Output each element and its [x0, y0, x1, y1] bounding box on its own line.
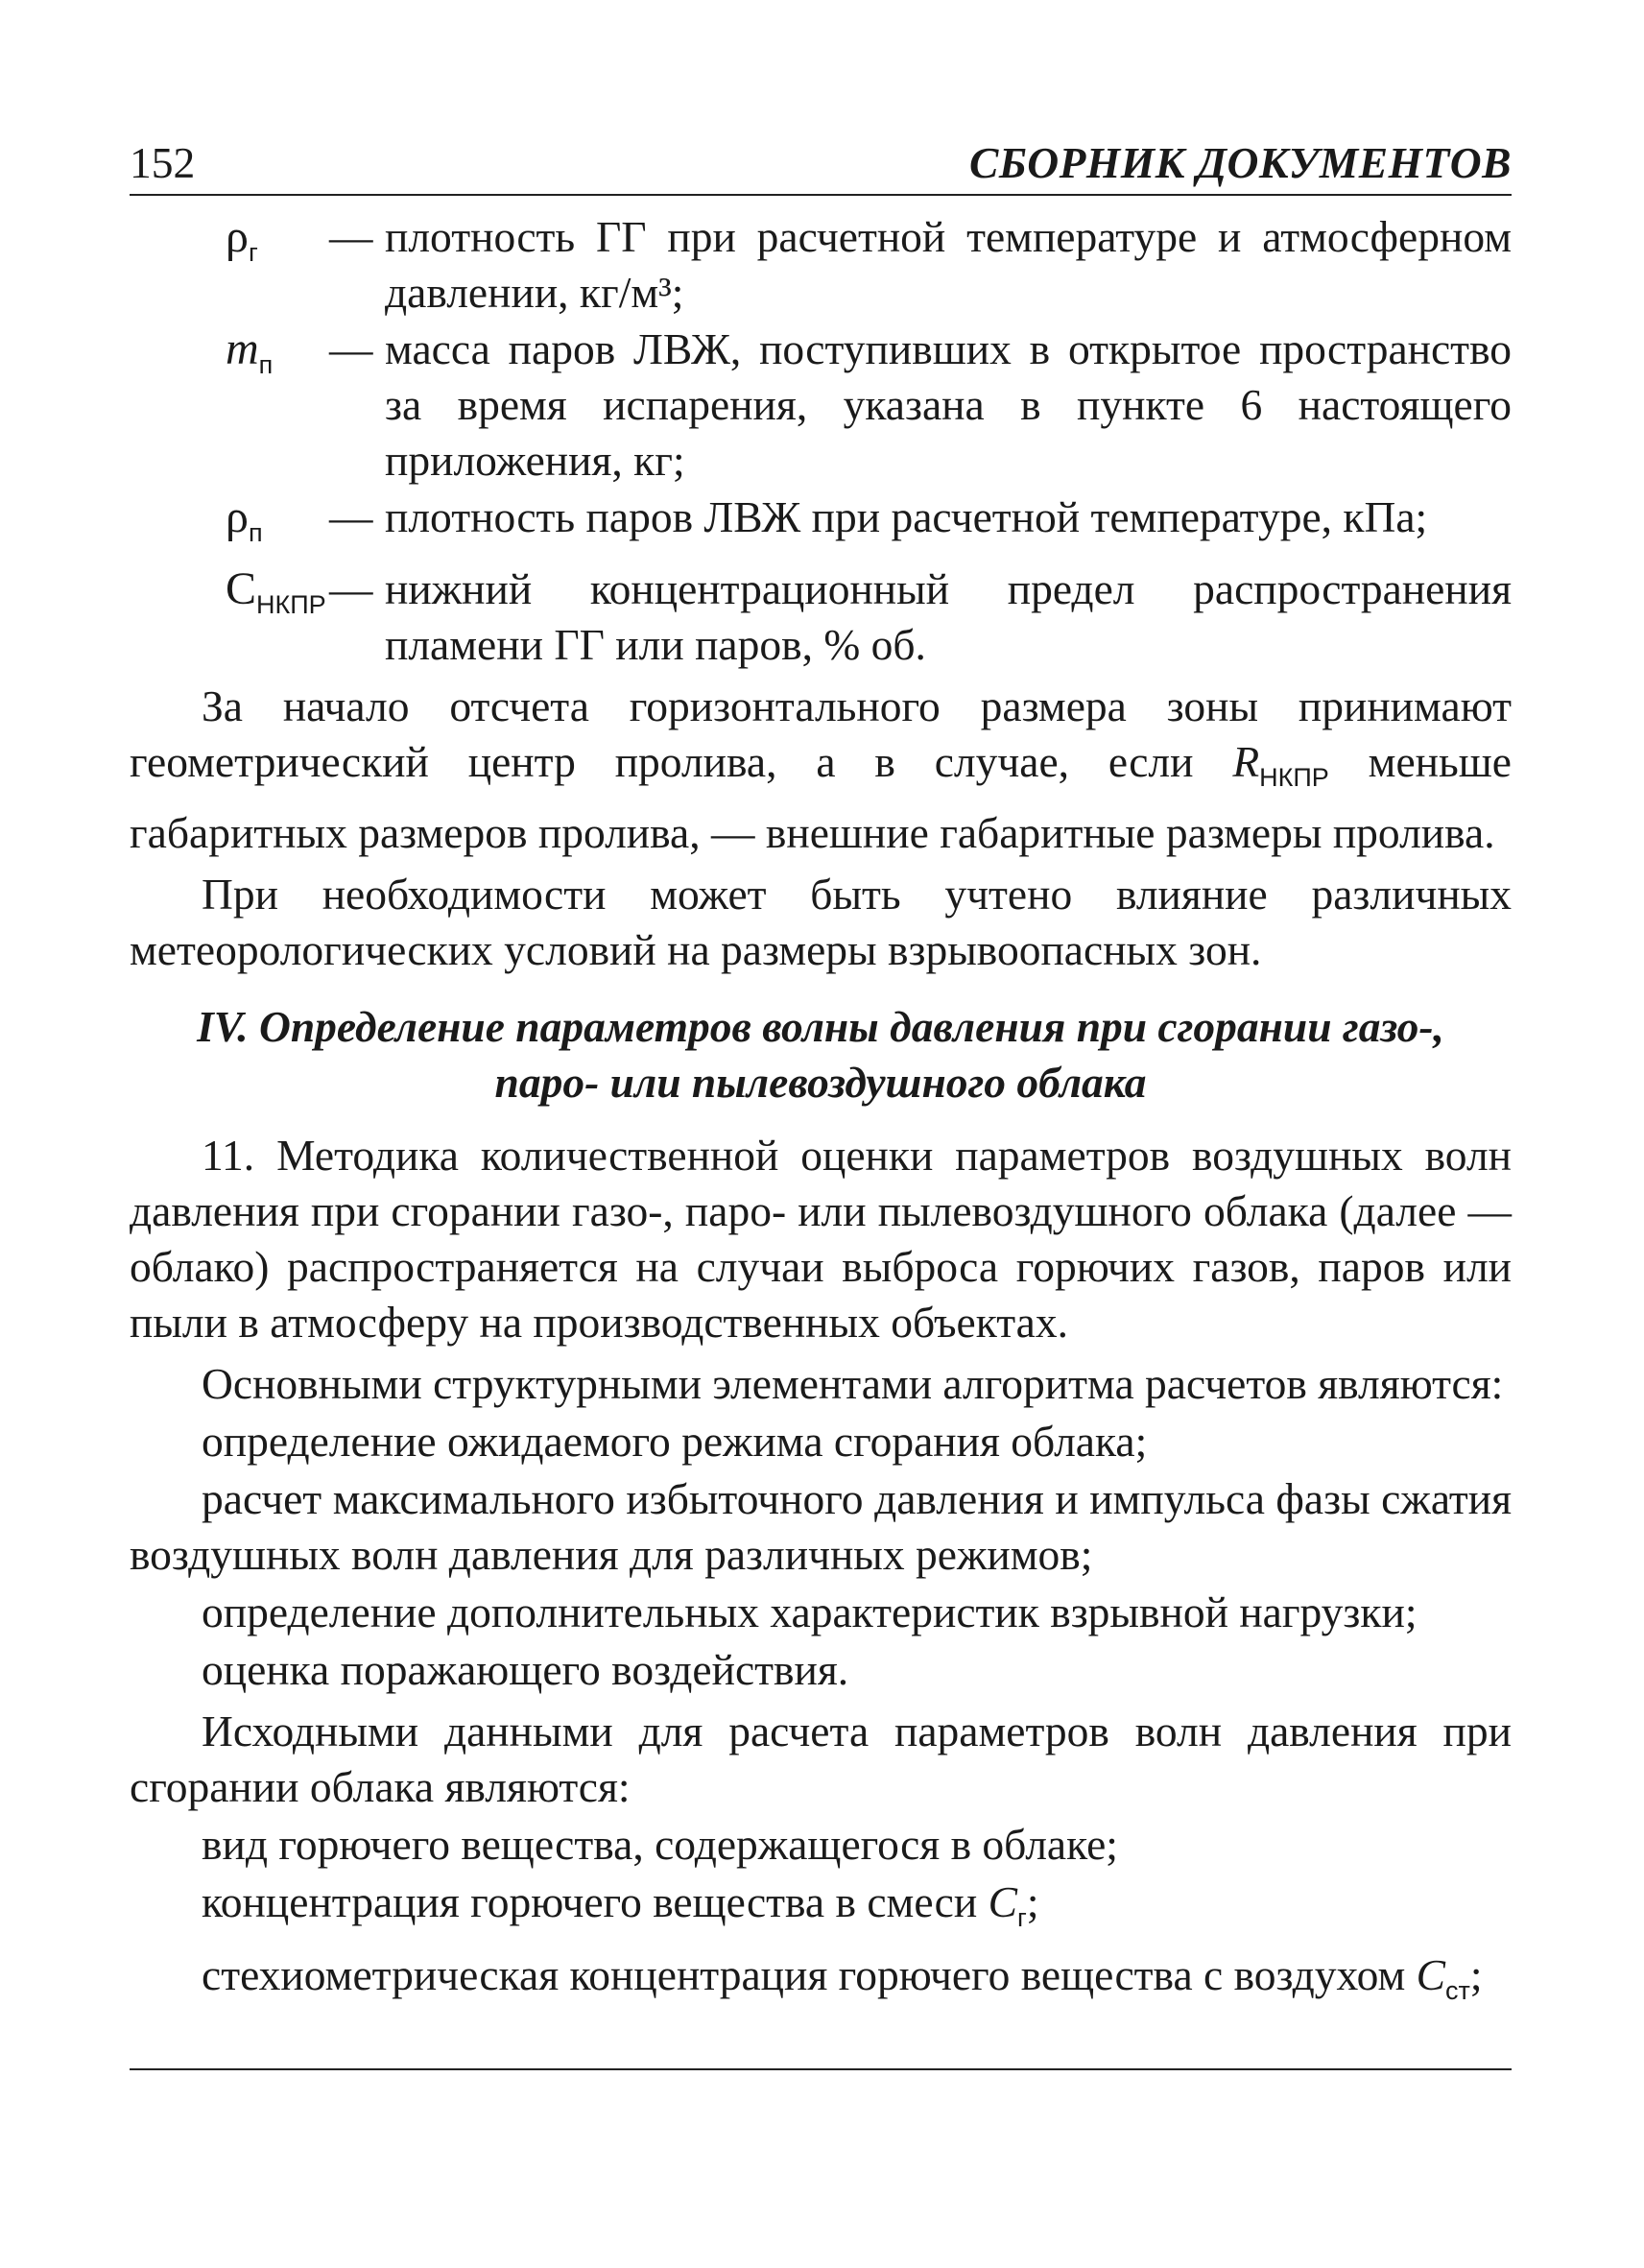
list-item: расчет максимального избыточного давления и импульса фазы сжатия воздушных волн давления для различных режимов; — [130, 1474, 1512, 1579]
definition-symbol: $\rho_г$ — [226, 211, 258, 267]
definition-symbol: $\rho_п$ — [226, 491, 263, 547]
paragraph-structural-elements: Основными структурными элементами алгоритма расчетов являются: — [202, 1359, 1504, 1408]
page-header — [130, 134, 1512, 196]
definition-dash: — — [329, 564, 373, 613]
bottom-divider — [130, 2068, 1512, 2070]
paragraph-zone-origin: За начало отсчета горизонтального размера зоны принимают геометрический центр пролива, а в случае, если $R_{НКПР}$ меньше габаритных размеров пролива, — внешние габаритные размеры пролива. — [130, 681, 1512, 857]
definition-symbol: $m_п$ — [226, 323, 274, 379]
list-item: определение ожидаемого режима сгорания облака; — [202, 1417, 1148, 1466]
definition-text: масса паров ЛВЖ, поступивших в открытое пространство за время испарения, указана в пункте 6 настоящего приложения, кг; — [385, 324, 1512, 485]
definition-text: нижний концентрационный предел распространения пламени ГГ или паров, % об. — [385, 564, 1512, 669]
definition-text: плотность ГГ при расчетной температуре и атмосферном давлении, кг/м³; — [385, 212, 1512, 317]
paragraph-input-data: Исходными данными для расчета параметров волн давления при сгорании облака являются: — [130, 1707, 1512, 1811]
definition-dash: — — [329, 492, 373, 541]
definition-row — [130, 322, 1512, 489]
definition-row — [130, 561, 1512, 673]
definitions-list — [130, 209, 1512, 673]
definition-row — [130, 209, 1512, 321]
definition-symbol: $C_{НКПР}$ — [226, 563, 326, 619]
paragraph-item-11: 11. Методика количественной оценки параметров воздушных волн давления при сгорании газо-, паро- или пылевоздушного облака (далее — облако) распространяется на случаи выброса горючих газов, паров или пыли в атмосферу на производственных объектах. — [130, 1131, 1512, 1347]
definition-dash: — — [329, 324, 373, 373]
definition-text: плотность паров ЛВЖ при расчетной температуре, кПа; — [385, 492, 1428, 541]
paragraph-meteorology: При необходимости может быть учтено влияние различных метеорологических условий на размеры взрывоопасных зон. — [130, 870, 1512, 974]
definition-row — [130, 489, 1512, 561]
list-item: определение дополнительных характеристик взрывной нагрузки; — [202, 1588, 1418, 1636]
list-item: оценка поражающего воздействия. — [202, 1645, 849, 1694]
section-title: IV. Определение параметров волны давления при сгорании газо-, паро- или пылевоздушного облака — [197, 1002, 1444, 1107]
list-item: стехиометрическая концентрация горючего вещества с воздухом $C_{ст}$; — [202, 1950, 1483, 2005]
list-item: вид горючего вещества, содержащегося в облаке; — [202, 1820, 1118, 1869]
running-title: СБОРНИК ДОКУМЕНТОВ — [969, 138, 1512, 187]
list-item: концентрация горючего вещества в смеси $C_г$; — [202, 1877, 1039, 1932]
document-page — [130, 134, 1512, 2140]
page-number: 152 — [130, 138, 196, 187]
definition-dash: — — [329, 212, 373, 261]
